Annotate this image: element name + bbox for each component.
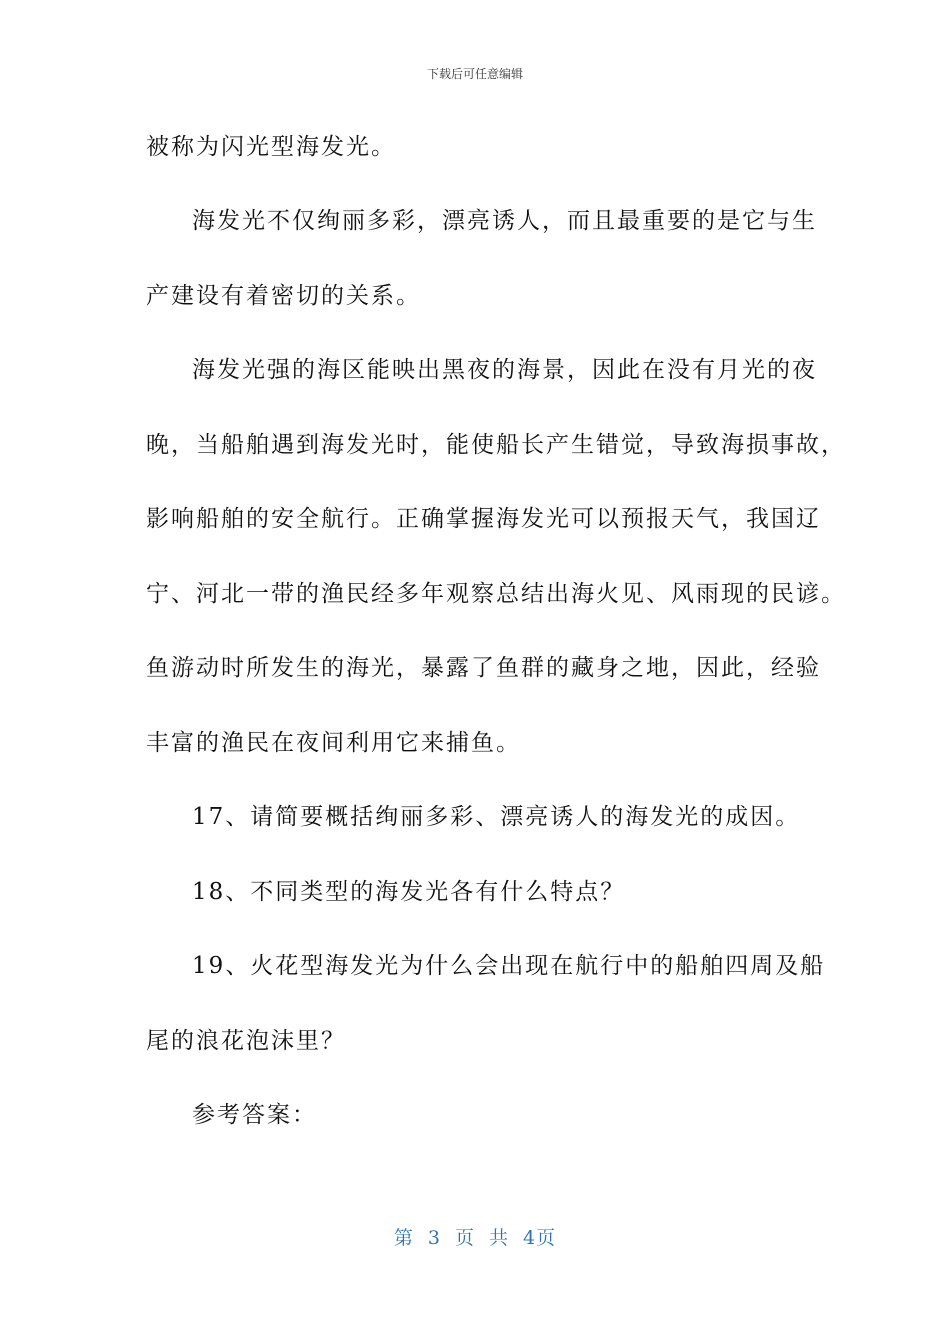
- text-line-6: 影响船舶的安全航行。正确掌握海发光可以预报天气，我国辽: [146, 506, 821, 532]
- question-19-continued: 尾的浪花泡沫里？: [146, 1028, 346, 1054]
- footer-total-pages: 4页: [523, 1227, 557, 1249]
- text-line-4: 海发光强的海区能映出黑夜的海景，因此在没有月光的夜: [192, 357, 817, 383]
- footer-prefix: 第: [393, 1227, 414, 1249]
- text-line-5: 晚，当船舶遇到海发光时，能使船长产生错觉，导致海损事故，: [146, 432, 846, 458]
- question-17: 17、请简要概括绚丽多彩、漂亮诱人的海发光的成因。: [192, 804, 801, 830]
- question-19: 19、火花型海发光为什么会出现在航行中的船舶四周及船: [192, 953, 826, 979]
- answer-heading: 参考答案：: [192, 1102, 317, 1128]
- page-footer: [0, 1226, 950, 1250]
- text-line-2: 海发光不仅绚丽多彩，漂亮诱人，而且最重要的是它与生: [192, 208, 817, 234]
- page-header-note: 下载后可任意编辑: [426, 67, 523, 81]
- text-line-3: 产建设有着密切的关系。: [146, 283, 421, 309]
- footer-current-page: 3: [427, 1227, 441, 1249]
- text-line-1: 被称为闪光型海发光。: [146, 134, 396, 160]
- text-line-7: 宁、河北一带的渔民经多年观察总结出海火见、风雨现的民谚。: [146, 581, 846, 607]
- footer-total-label: 共: [489, 1227, 510, 1249]
- question-18: 18、不同类型的海发光各有什么特点？: [192, 879, 626, 905]
- text-line-9: 丰富的渔民在夜间利用它来捕鱼。: [146, 730, 521, 756]
- text-line-8: 鱼游动时所发生的海光，暴露了鱼群的藏身之地，因此，经验: [146, 655, 821, 681]
- footer-page-label: 页: [454, 1227, 475, 1249]
